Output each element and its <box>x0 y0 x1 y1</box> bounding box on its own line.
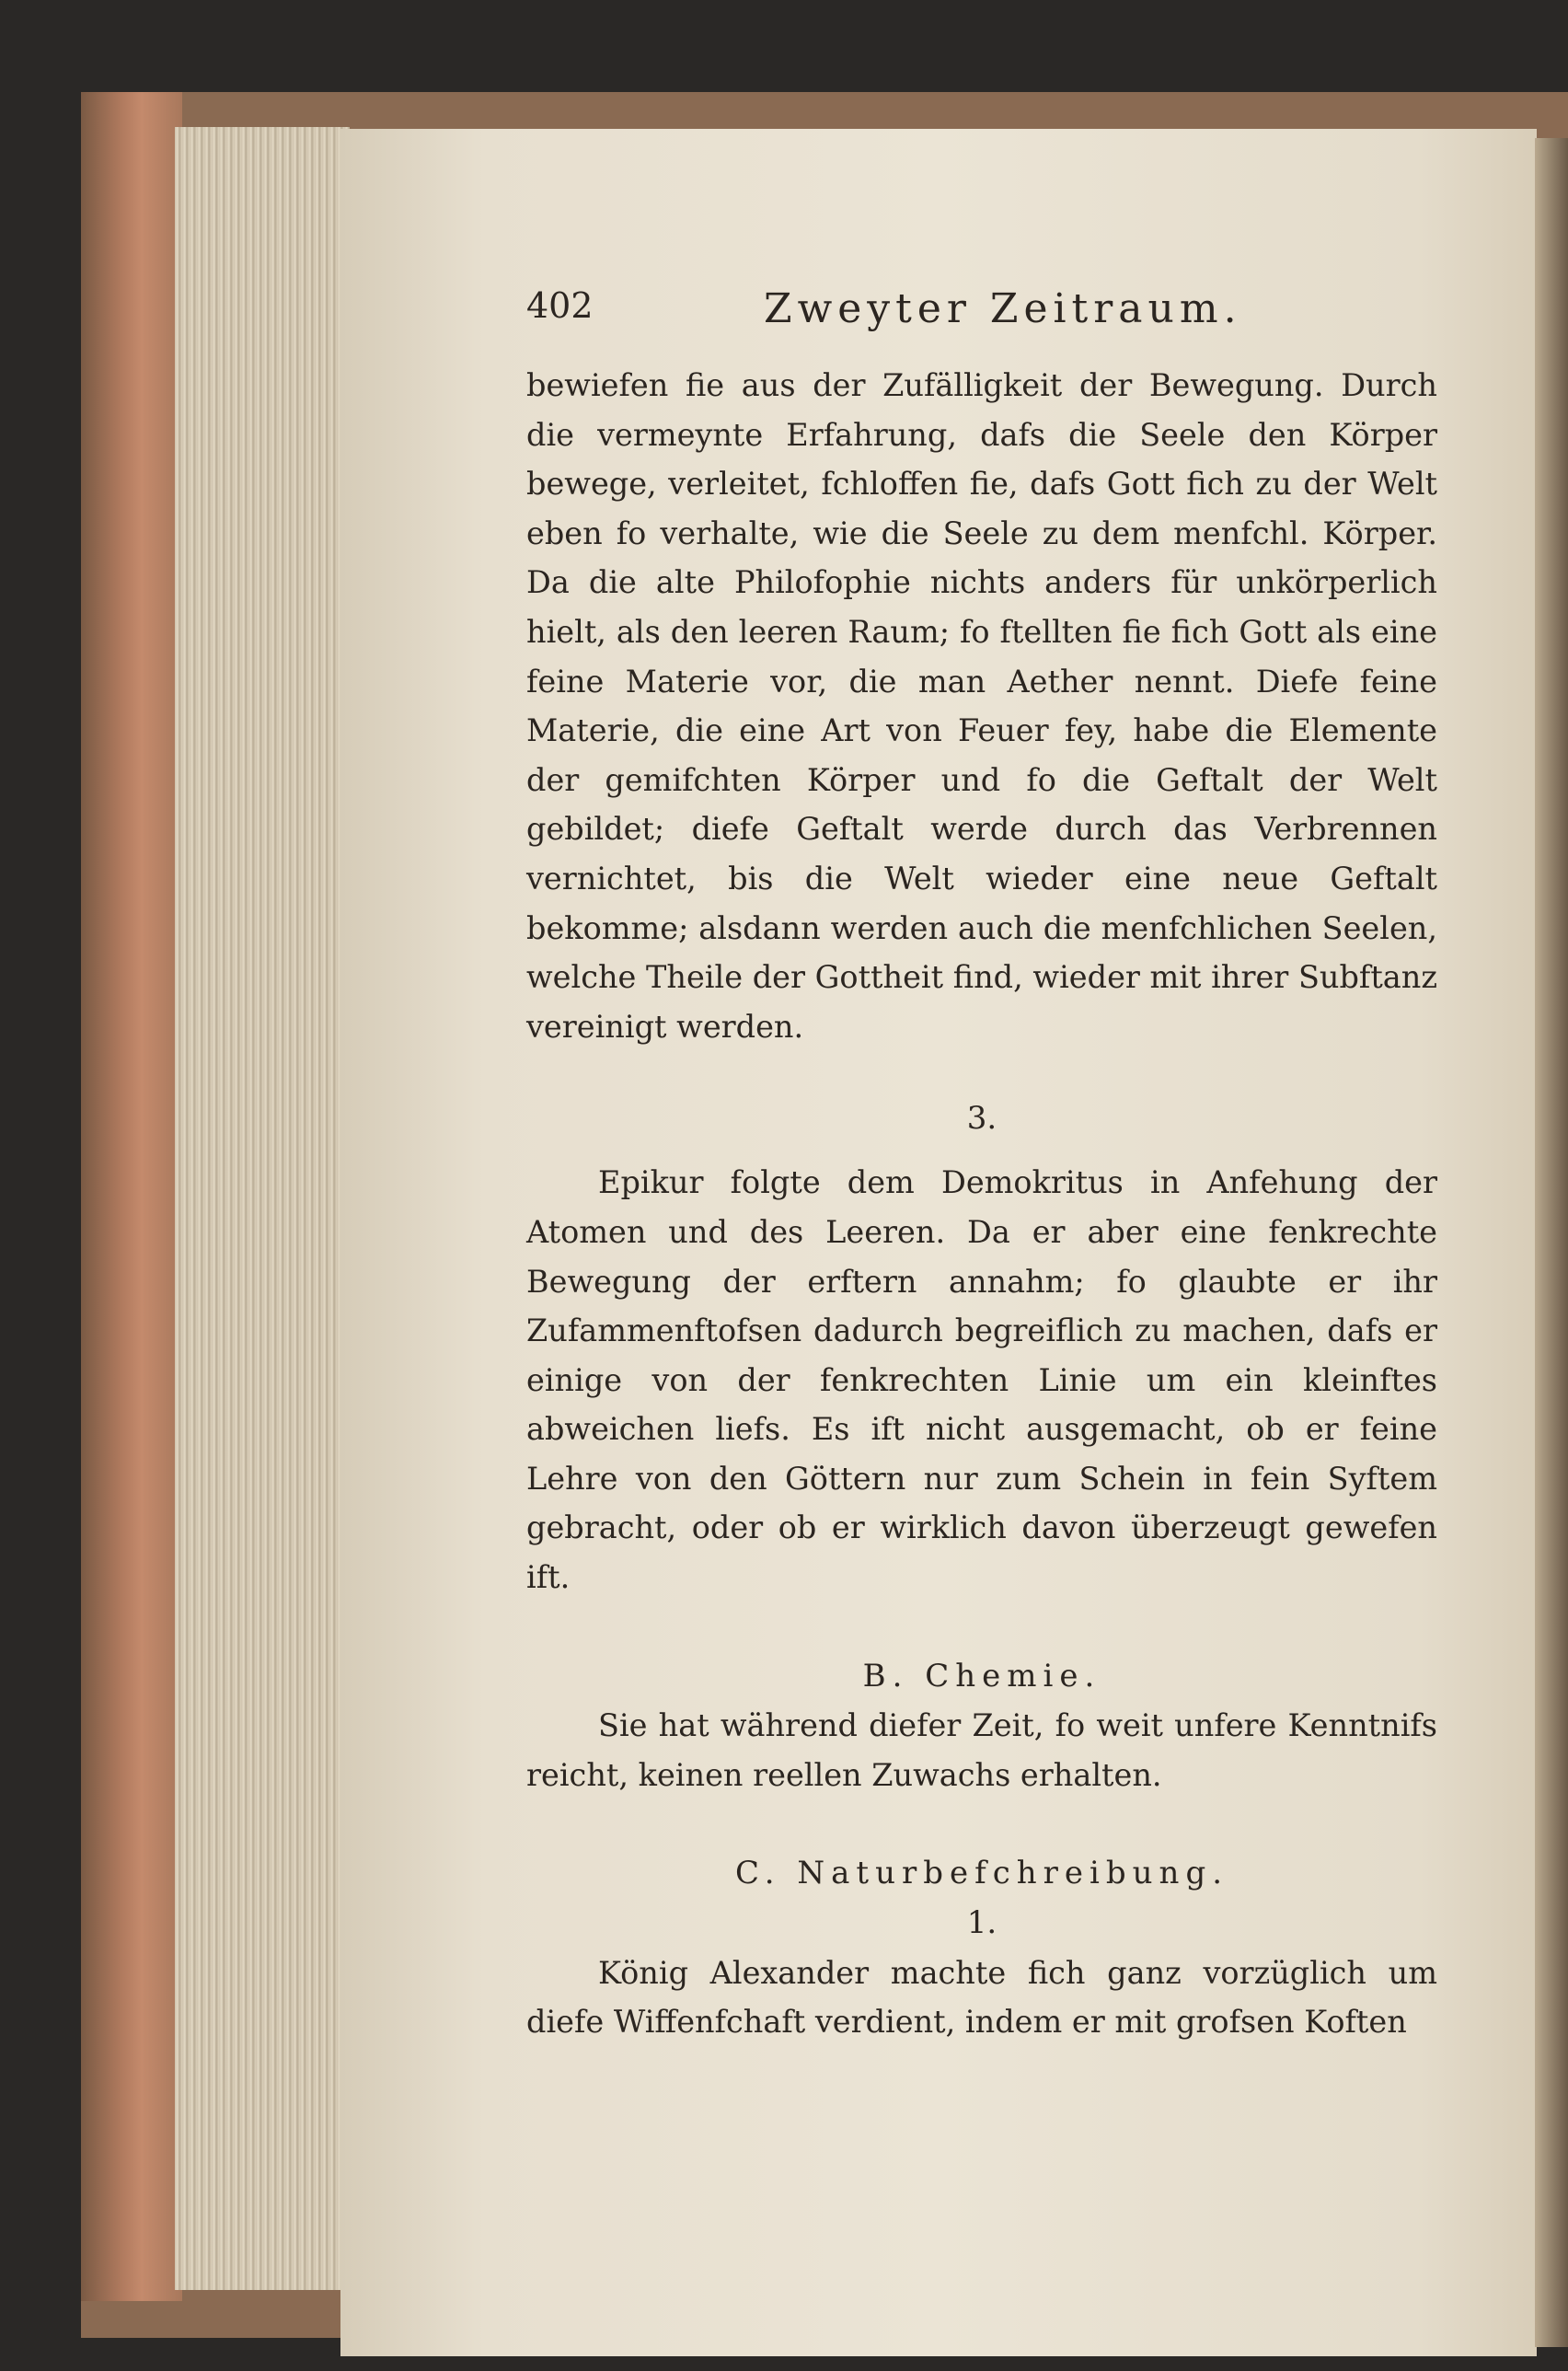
page-number: 402 <box>526 285 594 326</box>
paragraph-alexander: König Alexander machte fich ganz vorzüglich um diefe Wiffenfchaft verdient, indem er mit grofsen Koften <box>526 1954 1437 2041</box>
section-number-1: 1. <box>966 1904 997 1942</box>
paragraph-epikur: Epikur folgte dem Demokritus in Anfehung der Atomen und des Leeren. Da er aber eine fenkrechte Bewegung der erftern annahm; fo glaubte er ihr Zufammenftofsen dadurch begreiflich zu machen, dafs er einige von der fenkrechten Linie um ein kleinftes abweichen liefs. Es ift nicht ausgemacht, ob er feine Lehre von den Göttern nur zum Schein in fein Syftem gebracht, oder ob er wirklich davon überzeugt gewefen ift. <box>526 1164 1437 1596</box>
facing-page-edge <box>1535 138 1568 2347</box>
page-stack-edge <box>175 127 350 2290</box>
paragraph-chemie: Sie hat während diefer Zeit, fo weit unfere Kenntnifs reicht, keinen reellen Zuwachs erhalten. <box>526 1707 1437 1793</box>
running-head: Zweyter Zeitraum. <box>764 285 1242 332</box>
section-number-3: 3. <box>966 1100 997 1138</box>
page-header <box>526 285 1437 344</box>
heading-naturbeschreibung: C. Naturbefchreibung. <box>734 1855 1229 1892</box>
book-cover-edge <box>81 92 182 2301</box>
page-content <box>526 285 1437 2047</box>
heading-chemie: B. Chemie. <box>862 1657 1101 1694</box>
paragraph-stoics: bewiefen fie aus der Zufälligkeit der Bewegung. Durch die vermeynte Erfahrung, dafs die Seele den Körper bewege, verleitet, fchloffen fie, dafs Gott fich zu der Welt eben fo verhalte, wie die Seele zu dem menfchl. Körper. Da die alte Philofophie nichts anders für unkörperlich hielt, als den leeren Raum; fo ftellten fie fich Gott als eine feine Materie vor, die man Aether nennt. Diefe feine Materie, die eine Art von Feuer fey, habe die Elemente der gemifchten Körper und fo die Geftalt der Welt gebildet; diefe Geftalt werde durch das Verbrennen vernichtet, bis die Welt wieder eine neue Geftalt bekomme; alsdann werden auch die menfchlichen Seelen, welche Theile der Gottheit find, wieder mit ihrer Subftanz vereinigt werden. <box>526 367 1437 1045</box>
